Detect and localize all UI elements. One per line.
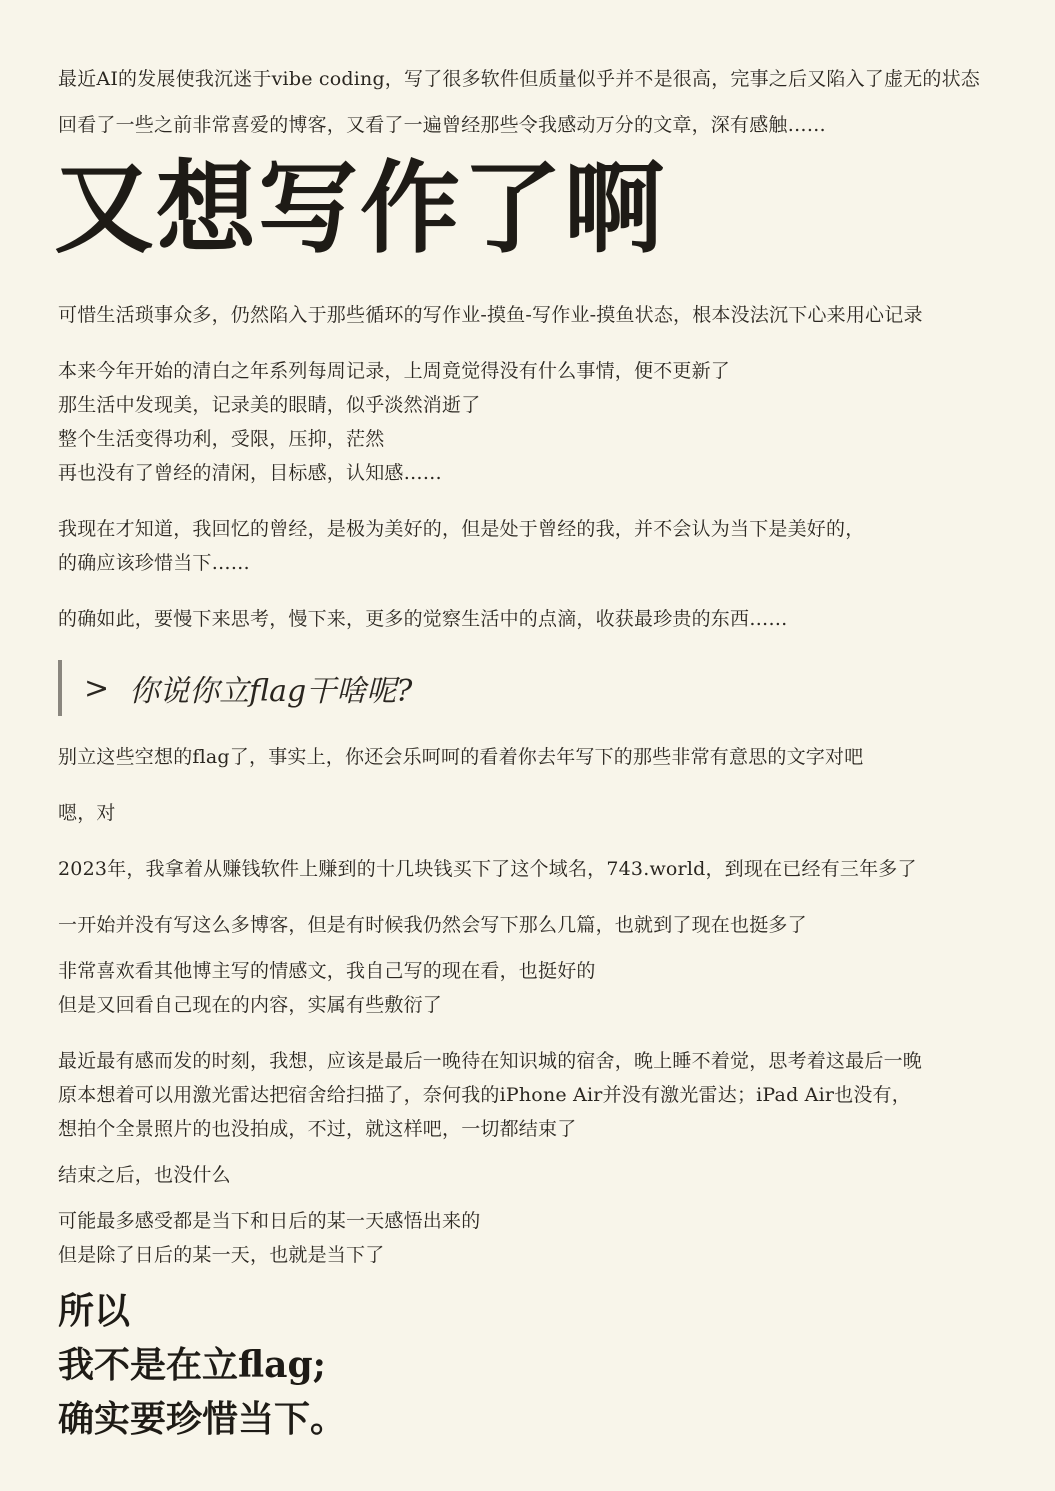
paragraph-12-line: 但是除了日后的某一天，也就是当下了 [58,1244,385,1266]
paragraph-12-line: 可能最多感受都是当下和日后的某一天感悟出来的 [58,1210,481,1232]
paragraph-3-line: 我现在才知道，我回忆的曾经，是极为美好的，但是处于曾经的我，并不会认为当下是美好的， [58,518,865,540]
paragraph-9 [58,954,1028,1022]
paragraph-3-line: 的确应该珍惜当下…… [58,552,251,574]
paragraph-2-line: 那生活中发现美，记录美的眼睛，似乎淡然消逝了 [58,394,481,416]
paragraph-10 [58,1044,1028,1146]
paragraph-2-line: 本来今年开始的清白之年系列每周记录，上周竟觉得没有什么事情，便不更新了 [58,360,731,382]
page-title: 又想写作了啊 [54,149,666,267]
paragraph-10-line: 原本想着可以用激光雷达把宿舍给扫描了，奈何我的iPhone Air并没有激光雷达；iPad Air也没有， [58,1084,911,1106]
intro-line-1: 最近AI的发展使我沉迷于vibe coding，写了很多软件但质量似乎并不是很高，完事之后又陷入了虚无的状态 [58,68,981,90]
paragraph-12 [58,1204,1028,1272]
paragraph-10-line: 想拍个全景照片的也没拍成，不过，就这样吧，一切都结束了 [58,1118,577,1140]
paragraph-4: 的确如此，要慢下来思考，慢下来，更多的觉察生活中的点滴，收获最珍贵的东西…… [58,608,788,630]
quote-marker: > [84,670,110,706]
article [54,62,1028,1446]
paragraph-5: 别立这些空想的flag了，事实上，你还会乐呵呵的看着你去年写下的那些非常有意思的文字对吧 [58,746,864,768]
paragraph-6: 嗯，对 [58,802,116,824]
quote-text: 你说你立flag干啥呢? [129,674,413,709]
blockquote [58,658,1028,718]
paragraph-2-line: 再也没有了曾经的清闲，目标感，认知感…… [58,462,443,484]
closing-line: 我不是在立flag; [58,1344,326,1386]
closing-line: 所以 [58,1290,131,1332]
paragraph-9-line: 但是又回看自己现在的内容，实属有些敷衍了 [58,994,443,1016]
closing-statement [58,1284,1028,1446]
paragraph-9-line: 非常喜欢看其他博主写的情感文，我自己写的现在看，也挺好的 [58,960,596,982]
paragraph-2-line: 整个生活变得功利，受限，压抑，茫然 [58,428,385,450]
quote-bar [58,660,62,716]
intro-line-2: 回看了一些之前非常喜爱的博客，又看了一遍曾经那些令我感动万分的文章，深有感触…… [58,114,827,136]
paragraph-11: 结束之后，也没什么 [58,1164,231,1186]
paragraph-10-line: 最近最有感而发的时刻，我想，应该是最后一晚待在知识城的宿舍，晚上睡不着觉，思考着这最后一晚 [58,1050,923,1072]
paragraph-3 [58,512,1028,580]
paragraph-1: 可惜生活琐事众多，仍然陷入于那些循环的写作业-摸鱼-写作业-摸鱼状态，根本没法沉下心来用心记录 [58,304,923,326]
paragraph-7: 2023年，我拿着从赚钱软件上赚到的十几块钱买下了这个域名，743.world，到现在已经有三年多了 [58,858,917,880]
closing-line: 确实要珍惜当下。 [58,1398,347,1440]
paragraph-2 [58,354,1028,490]
paragraph-8: 一开始并没有写这么多博客，但是有时候我仍然会写下那么几篇，也就到了现在也挺多了 [58,914,807,936]
